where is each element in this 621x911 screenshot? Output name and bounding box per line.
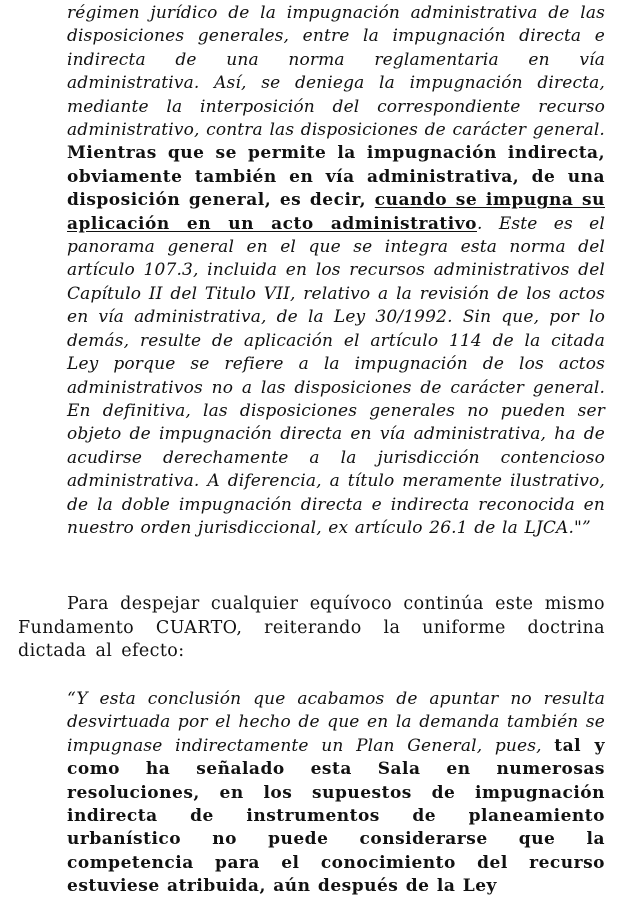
quoted-passage-1 [67,2,605,540]
quote2-text-start: “Y esta conclusión que acabamos de apuntar no resulta desvirtuada por el hecho de que en la demanda también se impugnase indirectamente un Plan General, pues, [67,689,605,756]
quote1-bold-underlined-text: cuando se impugna su aplicación en un acto administrativo [67,190,605,234]
quote1-text-start: régimen jurídico de la impugnación administrativa de las disposiciones generales, entre la impugnación directa e indirecta de una norma reglamentaria en vía administrativa. Así, se deniega la impugnación directa, mediante la interposición del correspondiente recurso administrativo, contra las disposiciones de carácter general. [67,3,605,141]
quote1-text-end: . Este es el panorama general en el que se integra esta norma del artículo 107.3, incluida en los recursos administrativos del Capítulo II del Titulo VII, relativo a la revisión de los actos en vía administrativa, de la Ley 30/1992. Sin que, por lo demás, resulte de aplicación el artículo 114 de la citada Ley porque se refiere a la impugnación de los actos administrativos no a las disposiciones de carácter general. En definitiva, las disposiciones generales no pueden ser objeto de impugnación directa en vía administrativa, ha de acudirse derechamente a la jurisdicción contencioso administrativa. A diferencia, a título meramente ilustrativo, de la doble impugnación directa e indirecta reconocida en nuestro orden jurisdiccional, ex artículo 26.1 de la LJCA."” [67,213,605,538]
quote2-bold-text: tal y como ha señalado esta Sala en numerosas resoluciones, en los supuestos de impugnación indirecta de instrumentos de planeamiento urbanístico no puede considerarse que la competencia para el conocimiento del recurso estuviese atribuida, aún después de la Ley [67,735,606,897]
quote1-bold-text: Mientras que se permite la impugnación indirecta, obviamente también en vía administrativa, de una disposición general, es decir, [67,143,605,211]
body-paragraph: Para despejar cualquier equívoco continúa este mismo Fundamento CUARTO, reiterando la uniforme doctrina dictada al efecto: [18,594,605,662]
quoted-passage-2 [67,688,605,899]
